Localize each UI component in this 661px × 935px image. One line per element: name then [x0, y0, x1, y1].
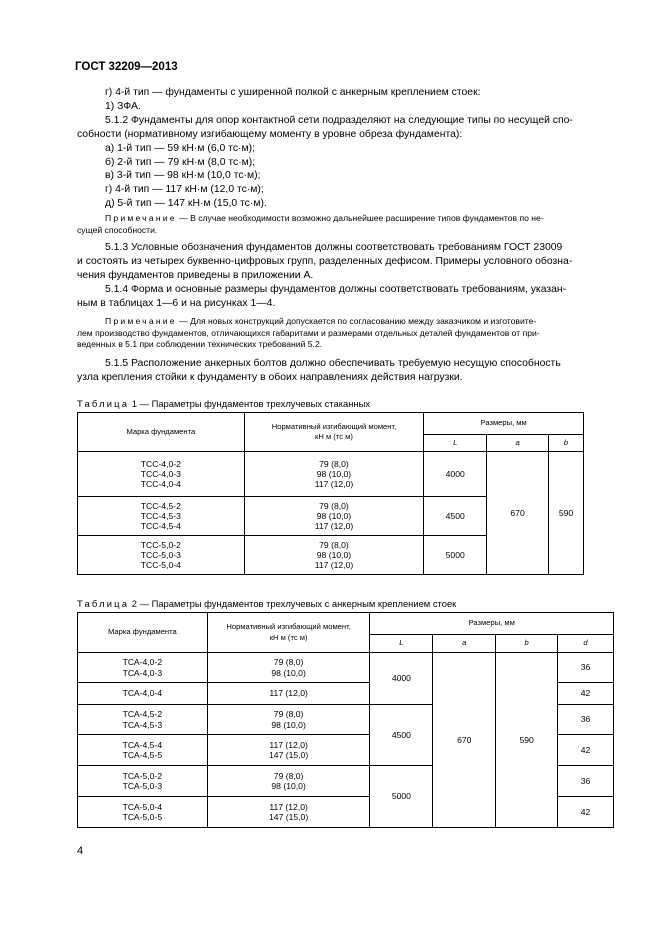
- mark-cell: ТСА-4,5-2 ТСА-4,5-3: [78, 705, 208, 735]
- col-header-sizes: Размеры, мм: [424, 413, 584, 435]
- col-header-b: b: [549, 435, 584, 452]
- type-item: а) 1-й тип — 59 кН·м (6,0 тс·м);: [105, 142, 255, 154]
- d-cell: 36: [558, 705, 614, 735]
- paragraph-line: ным в таблицах 1—6 и на рисунках 1—4.: [77, 297, 276, 309]
- paragraph-line: 5.1.5 Расположение анкерных болтов должно обеспечивать требуемую несущую способность: [105, 358, 561, 369]
- col-header-L: L: [424, 435, 487, 452]
- table-caption-text: 2 — Параметры фундаментов трехлучевых с анкерным креплением стоек: [131, 598, 457, 609]
- L-cell: 5000: [370, 766, 433, 828]
- mark-cell: ТСС-4,0-2 ТСС-4,0-3 ТСС-4,0-4: [78, 452, 245, 497]
- mark-cell: ТСА-5,0-4 ТСА-5,0-5: [78, 797, 208, 828]
- mark-cell: ТСА-4,0-4: [78, 683, 208, 705]
- table-caption-text: 1 — Параметры фундаментов трехлучевых стаканных: [131, 398, 371, 409]
- note-2: [77, 316, 584, 351]
- L-cell: 4000: [424, 452, 487, 497]
- paragraph-5-1-3: [77, 241, 584, 311]
- paragraph-line: 5.1.2 Фундаменты для опор контактной сети подразделяют на следующие типы по несущей спо-: [105, 114, 573, 126]
- note-text: сущей способности.: [77, 224, 158, 235]
- col-header-L: L: [370, 635, 433, 653]
- text-block-intro: [77, 86, 584, 211]
- intro-line: 1) ЗФА.: [105, 100, 141, 112]
- col-header-a: a: [433, 635, 496, 653]
- type-item: в) 3-й тип — 98 кН·м (10,0 тс·м);: [105, 170, 261, 182]
- table-label: Таблица: [77, 598, 130, 609]
- d-cell: 42: [558, 735, 614, 766]
- type-item: б) 2-й тип — 79 кН·м (8,0 тс·м);: [105, 156, 256, 168]
- col-header-b: b: [496, 635, 558, 653]
- note-label: Примечание: [105, 213, 177, 223]
- paragraph-line: собности (нормативному изгибающему моменту в уровне обреза фундамента):: [77, 128, 463, 140]
- table-header-row: [78, 613, 614, 635]
- paragraph-line: и состоять из четырех буквенно-цифровых групп, разделенных дефисом. Примеры условного обозна-: [77, 255, 573, 267]
- moment-cell: 79 (8,0) 98 (10,0) 117 (12,0): [244, 452, 424, 497]
- moment-cell: 117 (12,0) 147 (15,0): [207, 735, 370, 766]
- col-header-d: d: [558, 635, 614, 653]
- col-header-mark: Марка фундамента: [78, 413, 245, 452]
- paragraph-5-1-5: [77, 357, 584, 385]
- L-cell: 4500: [424, 497, 487, 536]
- type-item: д) 5-й тип — 147 кН·м (15,0 тс·м).: [105, 198, 267, 210]
- col-header-a: a: [487, 435, 549, 452]
- d-cell: 36: [558, 653, 614, 683]
- mark-cell: ТСА-4,5-4 ТСА-4,5-5: [78, 735, 208, 766]
- note-label: Примечание: [105, 316, 177, 326]
- mark-cell: ТСА-5,0-2 ТСА-5,0-3: [78, 766, 208, 797]
- d-cell: 42: [558, 683, 614, 705]
- mark-cell: ТСС-5,0-2 ТСС-5,0-3 ТСС-5,0-4: [78, 536, 245, 575]
- L-cell: 5000: [424, 536, 487, 575]
- page-number: 4: [77, 845, 84, 857]
- table-2: [77, 612, 614, 828]
- note-text: веденных в 5.1 при соблюдении технических требований 5.2.: [77, 339, 323, 349]
- mark-cell: ТСА-4,0-2 ТСА-4,0-3: [78, 653, 208, 683]
- table-2-caption: [77, 598, 456, 609]
- moment-cell: 117 (12,0): [207, 683, 370, 705]
- mark-cell: ТСС-4,5-2 ТСС-4,5-3 ТСС-4,5-4: [78, 497, 245, 536]
- a-cell: 670: [487, 452, 549, 575]
- note-text: — Для новых конструкций допускается по согласованию между заказчиком и изготовите-: [179, 316, 537, 326]
- col-header-sizes: Размеры, мм: [370, 613, 614, 635]
- col-header-mark: Марка фундамента: [78, 613, 208, 653]
- paragraph-line: узла крепления стойки к фундаменту в обоих направлениях действия нагрузки.: [77, 371, 463, 383]
- b-cell: 590: [549, 452, 584, 575]
- d-cell: 42: [558, 797, 614, 828]
- note-text: — В случае необходимости возможно дальнейшее расширение типов фундаментов по не-: [179, 213, 544, 223]
- moment-cell: 79 (8,0) 98 (10,0): [207, 653, 370, 683]
- moment-cell: 79 (8,0) 98 (10,0): [207, 705, 370, 735]
- moment-cell: 79 (8,0) 98 (10,0): [207, 766, 370, 797]
- table-row: [78, 653, 614, 683]
- col-header-moment: Нормативный изгибающий момент, кН м (тс м): [244, 413, 424, 452]
- col-header-moment: Нормативный изгибающий момент, кН м (тс м): [207, 613, 370, 653]
- paragraph-line: 5.1.3 Условные обозначения фундаментов должны соответствовать требованиям ГОСТ 23009: [105, 242, 563, 253]
- note-text: лем производство фундаментов, отличающихся габаритами и размерами отдельных деталей фундаментов от при-: [77, 327, 540, 338]
- moment-cell: 117 (12,0) 147 (15,0): [207, 797, 370, 828]
- table-1: [77, 412, 584, 575]
- document-header: ГОСТ 32209—2013: [75, 61, 178, 73]
- table-1-caption: [77, 398, 370, 409]
- d-cell: 36: [558, 766, 614, 797]
- note-1: [77, 213, 584, 236]
- paragraph-line: 5.1.4 Форма и основные размеры фундаментов должны соответствовать требованиям, указан-: [105, 283, 567, 295]
- table-label: Таблица: [77, 398, 130, 409]
- table-row: [78, 452, 584, 497]
- L-cell: 4500: [370, 705, 433, 766]
- L-cell: 4000: [370, 653, 433, 705]
- intro-line: г) 4-й тип — фундаменты с уширенной полкой с анкерным креплением стоек:: [105, 87, 481, 98]
- a-cell: 670: [433, 653, 496, 828]
- b-cell: 590: [496, 653, 558, 828]
- table-header-row: [78, 413, 584, 435]
- moment-cell: 79 (8,0) 98 (10,0) 117 (12,0): [244, 536, 424, 575]
- moment-cell: 79 (8,0) 98 (10,0) 117 (12,0): [244, 497, 424, 536]
- paragraph-line: чения фундаментов приведены в приложении А.: [77, 269, 314, 281]
- type-item: г) 4-й тип — 117 кН·м (12,0 тс·м);: [105, 184, 264, 196]
